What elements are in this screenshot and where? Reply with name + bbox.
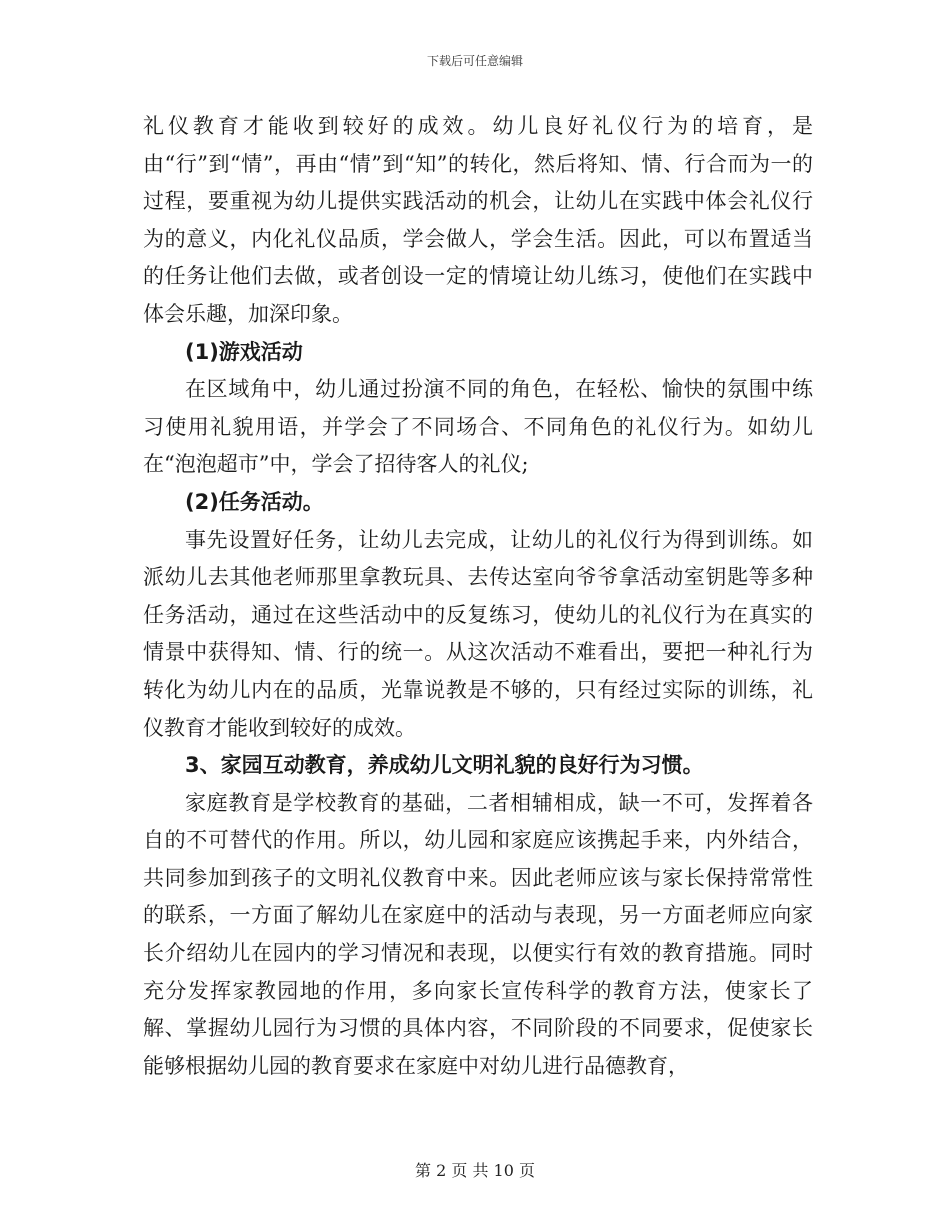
body-paragraph: 家庭教育是学校教育的基础，二者相辅相成，缺一不可，发挥着各自的不可替代的作用。所以，幼儿园和家庭应该携起手来，内外结合，共同参加到孩子的文明礼仪教育中来。因此老师应该与家长保持常常性的联系，一方面了解幼儿在家庭中的活动与表现，另一方面老师应向家长介绍幼儿在园内的学习情况和表现，以便实行有效的教育措施。同时充分发挥家教园地的作用，多向家长宣传科学的教育方法，使家长了解、掌握幼儿园行为习惯的具体内容，不同阶段的不同要求，促使家长能够根据幼儿园的教育要求在家庭中对幼儿进行品德教育，	[143, 790, 813, 1078]
page-footer: 第 2 页 共 10 页	[415, 1161, 535, 1180]
body-paragraph: 礼仪教育才能收到较好的成效。幼儿良好礼仪行为的培育，是由“行”到“情”，再由“情”到“知”的转化，然后将知、情、行合而为一的过程，要重视为幼儿提供实践活动的机会，让幼儿在实践中体会礼仪行为的意义，内化礼仪品质，学会做人，学会生活。因此，可以布置适当的任务让他们去做，或者创设一定的情境让幼儿练习，使他们在实践中体会乐趣，加深印象。	[143, 114, 813, 326]
body-paragraph: 事先设置好任务，让幼儿去完成，让幼儿的礼仪行为得到训练。如派幼儿去其他老师那里拿教玩具、去传达室向爷爷拿活动室钥匙等多种任务活动，通过在这些活动中的反复练习，使幼儿的礼仪行为在真实的情景中获得知、情、行的统一。从这次活动不难看出，要把一种礼行为转化为幼儿内在的品质，光靠说教是不够的，只有经过实际的训练，礼仪教育才能收到较好的成效。	[143, 527, 813, 740]
section-heading-task-activity: (2)任务活动。	[185, 489, 324, 514]
section-heading-home-school: 3、家园互动教育，养成幼儿文明礼貌的良好行为习惯。	[185, 753, 704, 778]
page-header: 下载后可任意编辑	[426, 54, 523, 68]
section-heading-game-activity: (1)游戏活动	[185, 339, 303, 364]
document-body	[143, 108, 813, 1085]
body-paragraph: 在区域角中，幼儿通过扮演不同的角色，在轻松、愉快的氛围中练习使用礼貌用语，并学会了不同场合、不同角色的礼仪行为。如幼儿在“泡泡超市”中，学会了招待客人的礼仪;	[143, 377, 813, 477]
